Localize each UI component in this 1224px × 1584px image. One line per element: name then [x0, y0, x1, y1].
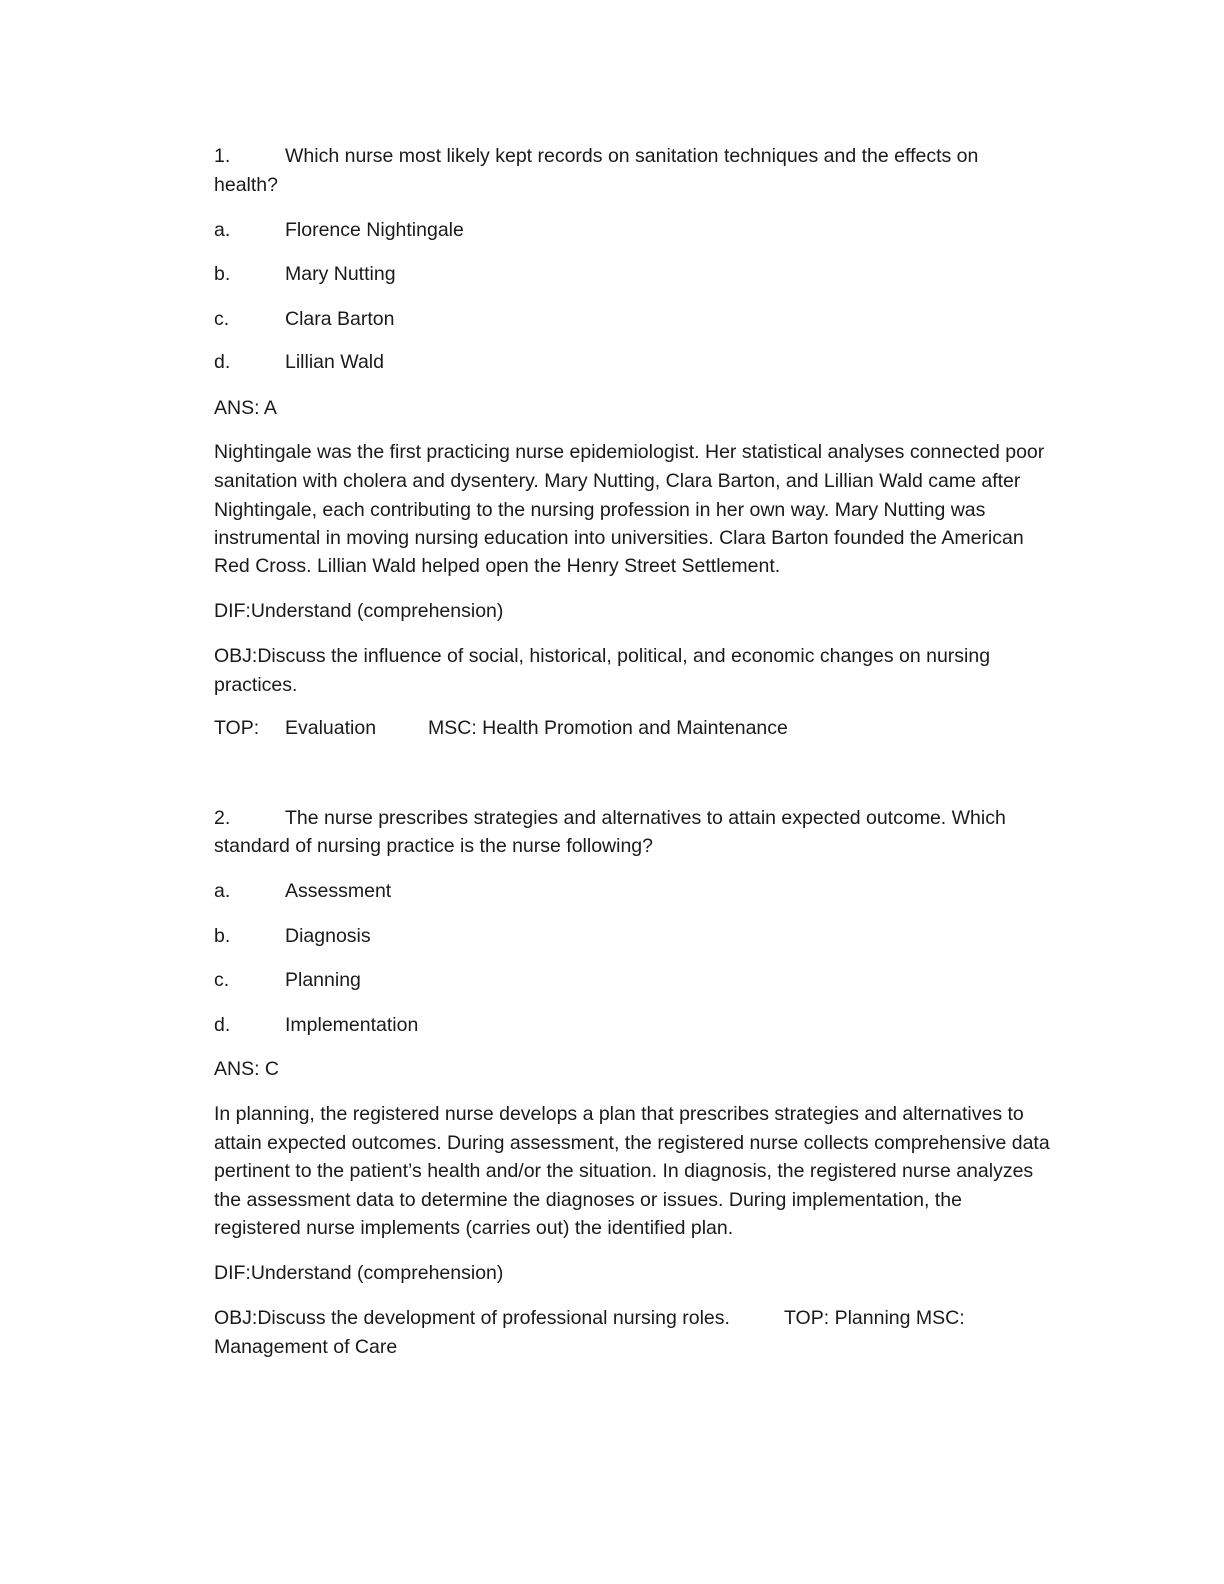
question-1-objective-line1: OBJ:Discuss the influence of social, historical, political, and economic changes on nursing: [214, 645, 991, 667]
question-1-rationale-line2: sanitation with cholera and dysentery. Mary Nutting, Clara Barton, and Lillian Wald came after: [214, 470, 1021, 492]
question-1-topic-msc: [214, 714, 788, 743]
question-1-rationale-line3: Nightingale, each contributing to the nursing profession in her own way. Mary Nutting was: [214, 499, 986, 521]
question-2-rationale-line5: registered nurse implements (carries out) the identified plan.: [214, 1217, 734, 1239]
question-2-number: 2.: [214, 807, 231, 829]
question-1-option-b: b. Mary Nutting: [214, 263, 396, 285]
question-1-stem-line1: 1. Which nurse most likely kept records on sanitation techniques and the effects on: [214, 142, 978, 171]
question-1-option-d: d. Lillian Wald: [214, 351, 384, 373]
question-2-option-d: d. Implementation: [214, 1014, 419, 1036]
question-2-rationale-line4: the assessment data to determine the diagnoses or issues. During implementation, the: [214, 1189, 962, 1211]
question-1-number: 1.: [214, 145, 231, 167]
question-2-option-b: b. Diagnosis: [214, 925, 371, 947]
question-2-objective-line1: [214, 1304, 965, 1333]
question-1-rationale-line1: Nightingale was the first practicing nurse epidemiologist. Her statistical analyses connected poor: [214, 441, 1045, 463]
question-2-rationale-line3: pertinent to the patient’s health and/or the situation. In diagnosis, the registered nurse analyzes: [214, 1160, 1034, 1182]
question-1-option-c: c. Clara Barton: [214, 308, 395, 330]
question-2-stem-line1: 2. The nurse prescribes strategies and alternatives to attain expected outcome. Which: [214, 804, 1006, 833]
question-2-option-c: c. Planning: [214, 969, 361, 991]
question-1-msc: MSC: Health Promotion and Maintenance: [428, 717, 788, 739]
question-1-objective-line2: practices.: [214, 674, 298, 696]
question-1-stem-line2: health?: [214, 174, 278, 196]
question-2-objective: OBJ:Discuss the development of professional nursing roles.: [214, 1307, 730, 1329]
question-1-difficulty: DIF:Understand (comprehension): [214, 600, 504, 622]
question-1-option-a: a. Florence Nightingale: [214, 219, 464, 241]
question-2-topic-msc: TOP: Planning MSC:: [784, 1307, 965, 1329]
question-2-difficulty: DIF:Understand (comprehension): [214, 1262, 504, 1284]
question-1-top-label: TOP:: [214, 717, 260, 739]
question-2-answer: ANS: C: [214, 1058, 280, 1080]
question-1-answer: ANS: A: [214, 397, 277, 419]
question-1-rationale-line5: Red Cross. Lillian Wald helped open the Henry Street Settlement.: [214, 555, 781, 577]
question-2-rationale-line1: In planning, the registered nurse develops a plan that prescribes strategies and alternatives to: [214, 1103, 1024, 1125]
question-1-rationale-line4: instrumental in moving nursing education into universities. Clara Barton founded the American: [214, 527, 1024, 549]
question-2-objective-line2: Management of Care: [214, 1336, 398, 1358]
question-2-rationale-line2: attain expected outcomes. During assessment, the registered nurse collects comprehensive data: [214, 1132, 1050, 1154]
question-2-option-a: a. Assessment: [214, 880, 392, 902]
question-2-stem-line2: standard of nursing practice is the nurse following?: [214, 835, 653, 857]
question-1-top-value: Evaluation: [285, 717, 377, 739]
